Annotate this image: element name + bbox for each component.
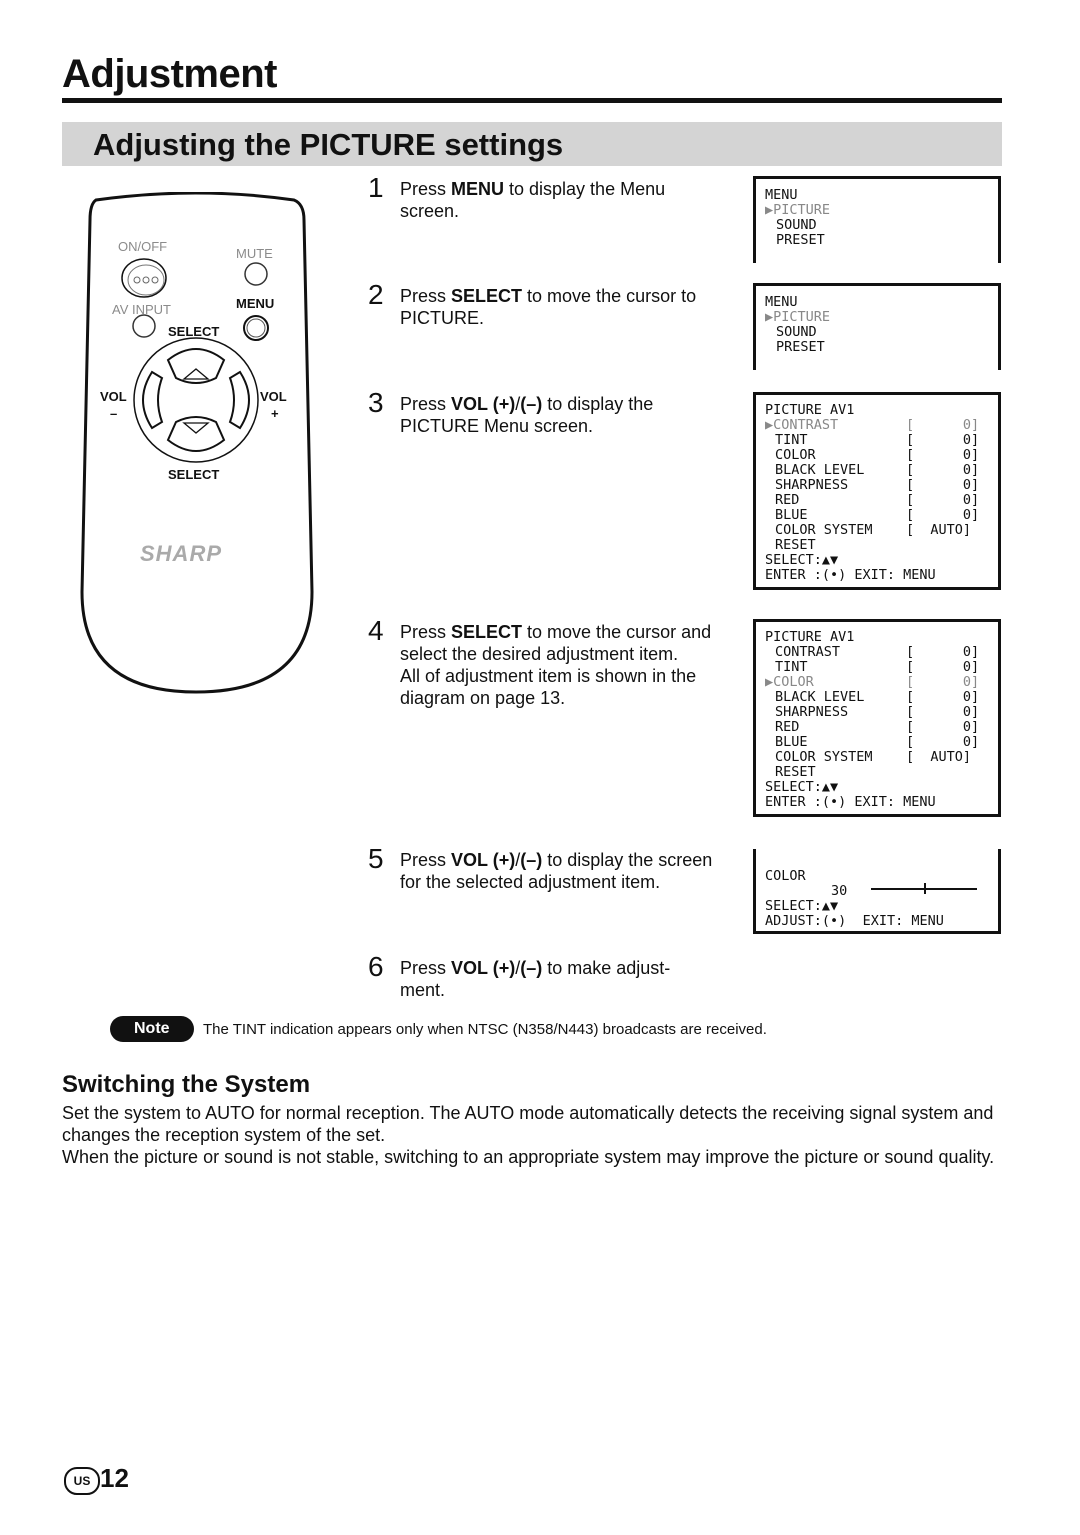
osd-color-label: COLOR bbox=[765, 868, 806, 884]
menu-label: MENU bbox=[236, 296, 275, 311]
osd-menu-title: MENU bbox=[765, 187, 798, 203]
osd-picture-item: BLACK LEVEL bbox=[775, 462, 865, 478]
osd-picture-value: [ 0] bbox=[906, 719, 980, 735]
osd-picture-screen-1 bbox=[753, 392, 1001, 590]
step-number: 6 bbox=[368, 951, 384, 982]
step-text: Press MENU to display the Menu screen. bbox=[400, 179, 666, 221]
osd-picture-value: [ 0] bbox=[906, 447, 980, 463]
osd-picture-value: [ 0] bbox=[906, 659, 980, 675]
osd-picture-item: TINT bbox=[775, 432, 808, 448]
osd-select-hint: SELECT:▲▼ bbox=[765, 898, 839, 914]
osd-picture-item: RESET bbox=[775, 764, 816, 780]
step-text: Press VOL (+)/(–) to make adjust- ment. bbox=[400, 958, 671, 1000]
note-text: The TINT indication appears only when NTSC (N358/N443) broadcasts are received. bbox=[203, 1021, 767, 1038]
step-text: Press VOL (+)/(–) to display the screen for the selected adjustment item. bbox=[400, 850, 713, 892]
step-number: 4 bbox=[368, 615, 384, 646]
osd-picture-title: PICTURE AV1 bbox=[765, 402, 855, 418]
step-number: 5 bbox=[368, 843, 384, 874]
step-text: Press SELECT to move the cursor to PICTURE. bbox=[400, 286, 697, 328]
osd-picture-screen-2 bbox=[753, 619, 1001, 817]
osd-picture-item: ▶COLOR bbox=[765, 674, 814, 690]
osd-menu-item-picture: ▶PICTURE bbox=[765, 309, 831, 325]
color-slider-marker bbox=[924, 883, 926, 894]
osd-picture-item: BLACK LEVEL bbox=[775, 689, 865, 705]
step-number: 3 bbox=[368, 387, 384, 418]
on-off-label: ON/OFF bbox=[118, 239, 168, 254]
osd-adjust-hint: ADJUST:(•) EXIT: MENU bbox=[765, 913, 944, 929]
step-text: Press SELECT to move the cursor and select the desired adjustment item. All of adjustment item is shown in the diagram on page 13. bbox=[400, 622, 712, 708]
vol-plus-label: + bbox=[271, 406, 279, 421]
adjust-icon: (•) bbox=[821, 913, 847, 929]
select-icon: ▲▼ bbox=[821, 898, 839, 914]
osd-menu-item-sound: SOUND bbox=[776, 324, 817, 340]
section-title: Adjusting the PICTURE settings bbox=[93, 127, 564, 162]
osd-menu-screen-1 bbox=[753, 176, 1001, 263]
select-label-bottom: SELECT bbox=[168, 467, 220, 482]
osd-picture-item: SHARPNESS bbox=[775, 704, 849, 720]
note-badge: Note bbox=[110, 1016, 194, 1042]
osd-menu-item-preset: PRESET bbox=[776, 232, 825, 248]
page-number-text: 12 bbox=[100, 1463, 129, 1493]
osd-select-hint: SELECT:▲▼ bbox=[765, 552, 839, 568]
osd-color-value: 30 bbox=[831, 883, 848, 899]
step-number: 2 bbox=[368, 279, 384, 310]
vol-right-label: VOL bbox=[260, 389, 287, 404]
osd-picture-item: COLOR SYSTEM bbox=[775, 749, 873, 765]
osd-picture-item: BLUE bbox=[775, 734, 808, 750]
osd-picture-item: CONTRAST bbox=[775, 644, 841, 660]
osd-picture-value: [ 0] bbox=[906, 417, 980, 433]
osd-menu-item-preset: PRESET bbox=[776, 339, 825, 355]
step-number: 1 bbox=[368, 172, 384, 203]
osd-enter-hint: ENTER :(•) EXIT: MENU bbox=[765, 567, 936, 583]
av-input-label: AV INPUT bbox=[112, 302, 171, 317]
osd-picture-value: [ AUTO] bbox=[906, 522, 972, 538]
osd-menu-item-sound: SOUND bbox=[776, 217, 817, 233]
osd-enter-hint: ENTER :(•) EXIT: MENU bbox=[765, 794, 936, 810]
osd-menu-title: MENU bbox=[765, 294, 798, 310]
vol-left-label: VOL bbox=[100, 389, 127, 404]
step-text: Press VOL (+)/(–) to display the PICTURE Menu screen. bbox=[400, 394, 654, 436]
osd-picture-value: [ 0] bbox=[906, 477, 980, 493]
switching-paragraph-1: Set the system to AUTO for normal reception. The AUTO mode automatically detects the receiving signal system and changes the reception system of the set. bbox=[62, 1103, 994, 1145]
osd-picture-value: [ 0] bbox=[906, 674, 980, 690]
cursor-icon: ▶ bbox=[765, 202, 774, 218]
osd-picture-value: [ 0] bbox=[906, 507, 980, 523]
osd-picture-item: TINT bbox=[775, 659, 808, 675]
osd-picture-item: SHARPNESS bbox=[775, 477, 849, 493]
mute-label: MUTE bbox=[236, 246, 273, 261]
osd-picture-value: [ 0] bbox=[906, 492, 980, 508]
osd-picture-value: [ 0] bbox=[906, 644, 980, 660]
section-band bbox=[62, 122, 1002, 166]
osd-select-hint: SELECT:▲▼ bbox=[765, 779, 839, 795]
osd-menu-item-picture: ▶PICTURE bbox=[765, 202, 831, 218]
vol-minus-label: – bbox=[110, 406, 118, 421]
osd-picture-item: ▶CONTRAST bbox=[765, 417, 839, 433]
title-rule bbox=[62, 98, 1002, 103]
osd-picture-value: [ 0] bbox=[906, 462, 980, 478]
cursor-icon: ▶ bbox=[765, 309, 774, 325]
remote-body-drawing bbox=[76, 192, 316, 702]
brand-logo: SHARP bbox=[140, 541, 223, 566]
osd-picture-value: [ 0] bbox=[906, 734, 980, 750]
osd-menu-screen-2 bbox=[753, 283, 1001, 370]
osd-picture-item: BLUE bbox=[775, 507, 808, 523]
osd-picture-item: COLOR bbox=[775, 447, 816, 463]
switching-heading: Switching the System bbox=[62, 1071, 311, 1098]
osd-picture-item: COLOR SYSTEM bbox=[775, 522, 873, 538]
osd-picture-value: [ 0] bbox=[906, 689, 980, 705]
osd-picture-item: RESET bbox=[775, 537, 816, 553]
switching-paragraph-2: When the picture or sound is not stable, switching to an appropriate system may improve the picture or sound quality. bbox=[62, 1147, 995, 1167]
osd-picture-value: [ AUTO] bbox=[906, 749, 972, 765]
osd-color-screen bbox=[753, 849, 1001, 934]
osd-picture-item: RED bbox=[775, 719, 800, 735]
remote-control bbox=[76, 192, 316, 702]
osd-picture-title: PICTURE AV1 bbox=[765, 629, 855, 645]
page-title: Adjustment bbox=[62, 52, 277, 96]
osd-picture-value: [ 0] bbox=[906, 704, 980, 720]
osd-picture-item: RED bbox=[775, 492, 800, 508]
select-label-top: SELECT bbox=[168, 324, 220, 339]
region-badge: US bbox=[64, 1467, 100, 1495]
osd-picture-value: [ 0] bbox=[906, 432, 980, 448]
